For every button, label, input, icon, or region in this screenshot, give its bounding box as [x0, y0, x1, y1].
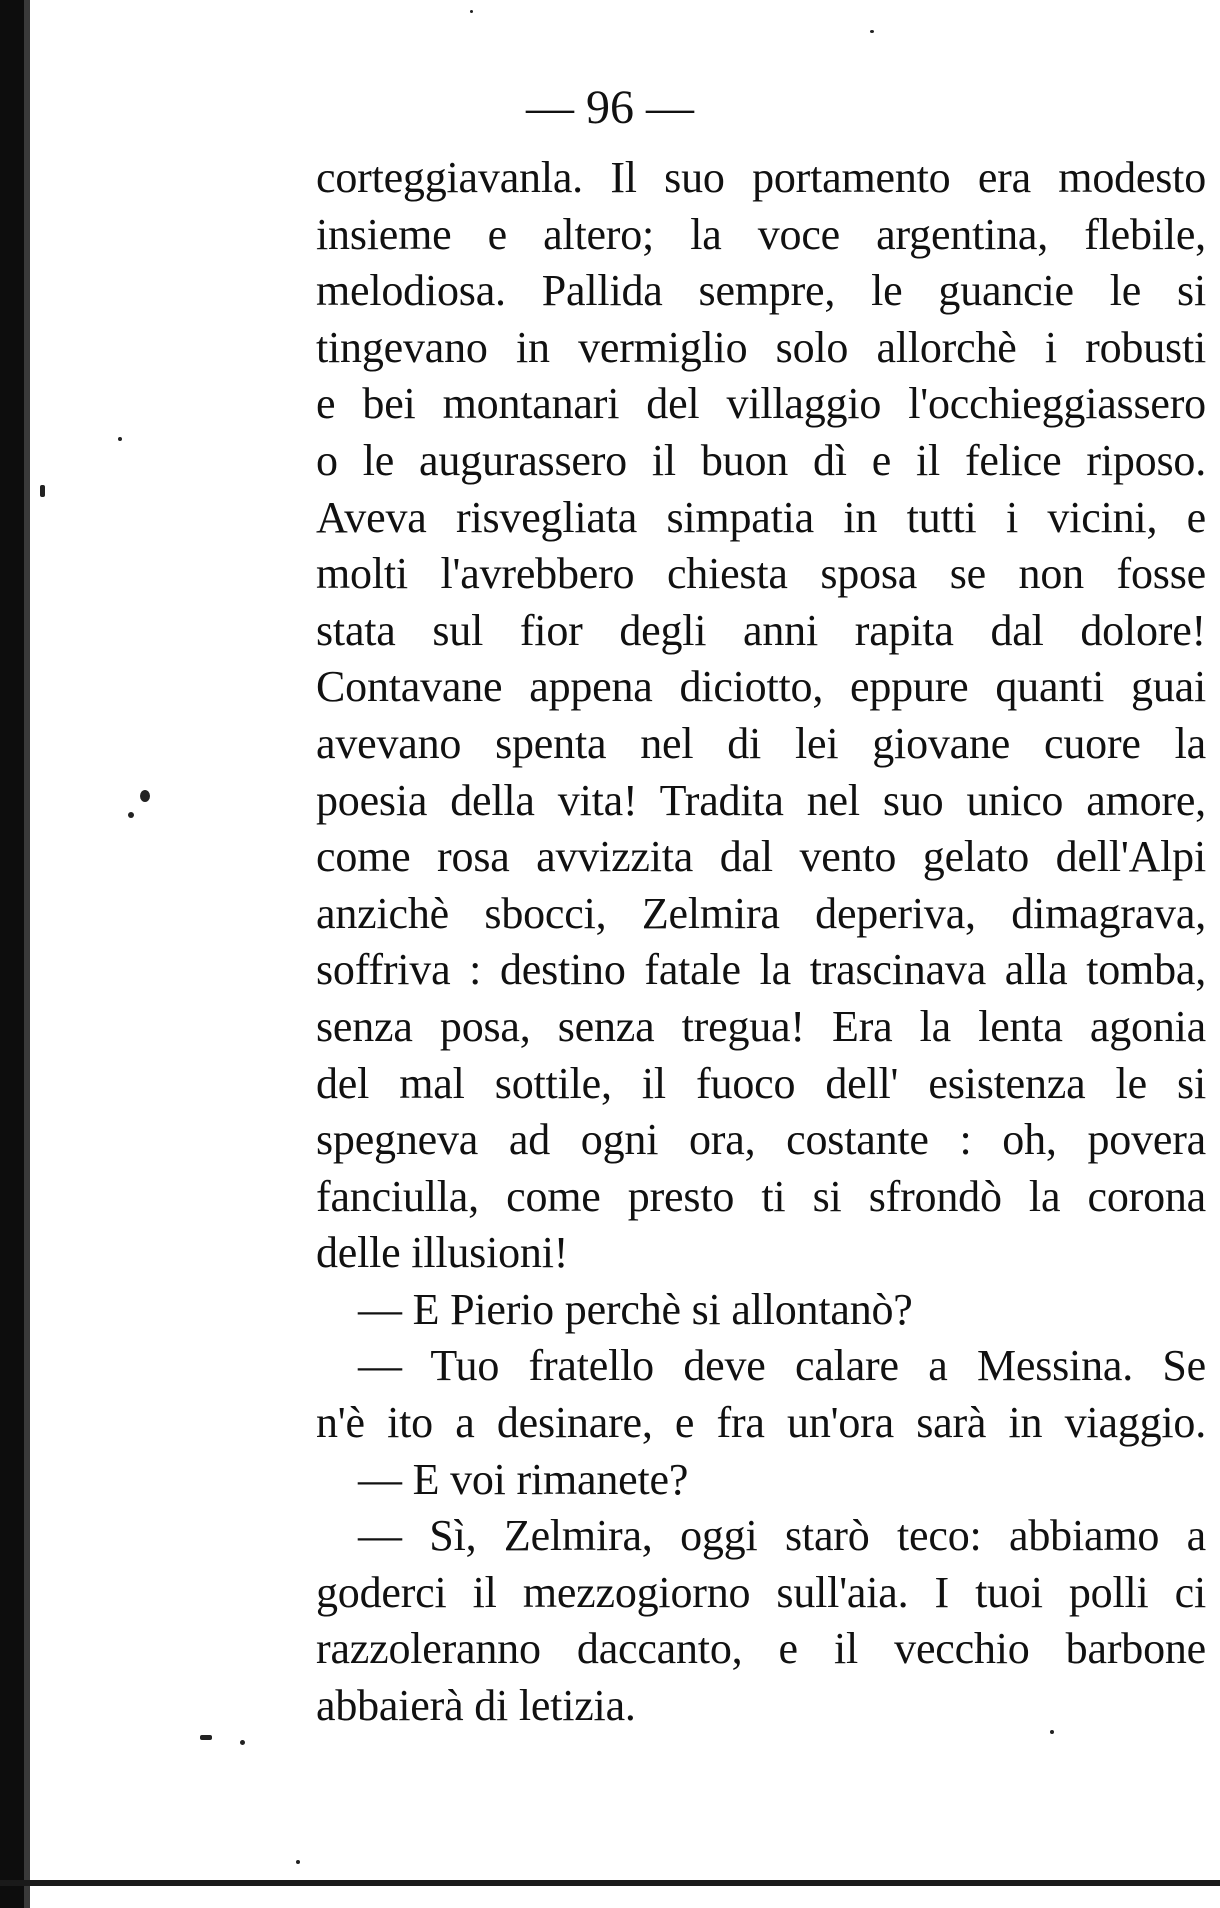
text-line: melodiosa. Pallida sempre, le guancie le si	[316, 266, 1206, 316]
text-line: fanciulla, come presto ti si sfrondò la corona	[316, 1171, 1206, 1221]
dialogue-line: — Tuo fratello deve calare a Messina. Se	[358, 1341, 1206, 1391]
text-line: soffriva : destino fatale la trascinava alla tomba,	[316, 945, 1206, 995]
text-line: insieme e altero; la voce argentina, flebile,	[316, 209, 1206, 259]
text-line: razzoleranno daccanto, e il vecchio barbone	[316, 1624, 1206, 1674]
text-line: tingevano in vermiglio solo allorchè i robusti	[316, 322, 1206, 372]
text-line: o le augurassero il buon dì e il felice riposo.	[316, 435, 1206, 485]
bottom-edge	[0, 1880, 1220, 1886]
text-line: stata sul fior degli anni rapita dal dolore!	[316, 605, 1206, 655]
text-line: e bei montanari del villaggio l'occhieggiassero	[316, 379, 1206, 429]
page-left-edge	[0, 0, 24, 1908]
scan-speck	[296, 1860, 300, 1864]
scan-speck	[240, 1740, 245, 1745]
text-line: anzichè sbocci, Zelmira deperiva, dimagrava,	[316, 888, 1206, 938]
text-line: poesia della vita! Tradita nel suo unico amore,	[316, 775, 1206, 825]
text-line: come rosa avvizzita dal vento gelato dell'Alpi	[316, 832, 1206, 882]
dialogue-line: — E Pierio perchè si allontanò?	[358, 1284, 913, 1334]
page-number: — 96 —	[526, 81, 694, 134]
scan-speck	[200, 1735, 212, 1740]
text-line: goderci il mezzogiorno sull'aia. I tuoi polli ci	[316, 1567, 1206, 1617]
scan-speck	[128, 812, 134, 818]
text-line: spegneva ad ogni ora, costante : oh, povera	[316, 1115, 1206, 1165]
text-line: avevano spenta nel di lei giovane cuore la	[316, 718, 1206, 768]
text-line: Contavane appena diciotto, eppure quanti guai	[316, 662, 1206, 712]
dialogue-line: — Sì, Zelmira, oggi starò teco: abbiamo a	[358, 1511, 1206, 1561]
scan-speck	[1050, 1730, 1054, 1734]
scan-speck	[470, 10, 473, 13]
scan-speck	[870, 30, 874, 33]
scan-speck	[140, 790, 150, 802]
text-line: molti l'avrebbero chiesta sposa se non fosse	[316, 549, 1206, 599]
text-line: senza posa, senza tregua! Era la lenta agonia	[316, 1001, 1206, 1051]
text-line: Aveva risvegliata simpatia in tutti i vicini, e	[316, 492, 1206, 542]
text-line: corteggiavanla. Il suo portamento era modesto	[316, 153, 1206, 202]
text-line: delle illusioni!	[316, 1228, 569, 1278]
page-left-edge-shadow	[24, 0, 30, 1908]
scan-speck	[118, 437, 122, 441]
dialogue-line: — E voi rimanete?	[358, 1454, 689, 1504]
text-line: del mal sottile, il fuoco dell' esistenza le si	[316, 1058, 1206, 1108]
text-line: n'è ito a desinare, e fra un'ora sarà in viaggio.	[316, 1398, 1206, 1448]
text-line: abbaierà di letizia.	[316, 1681, 636, 1731]
body-text	[316, 150, 1206, 1735]
scan-speck	[40, 485, 45, 497]
